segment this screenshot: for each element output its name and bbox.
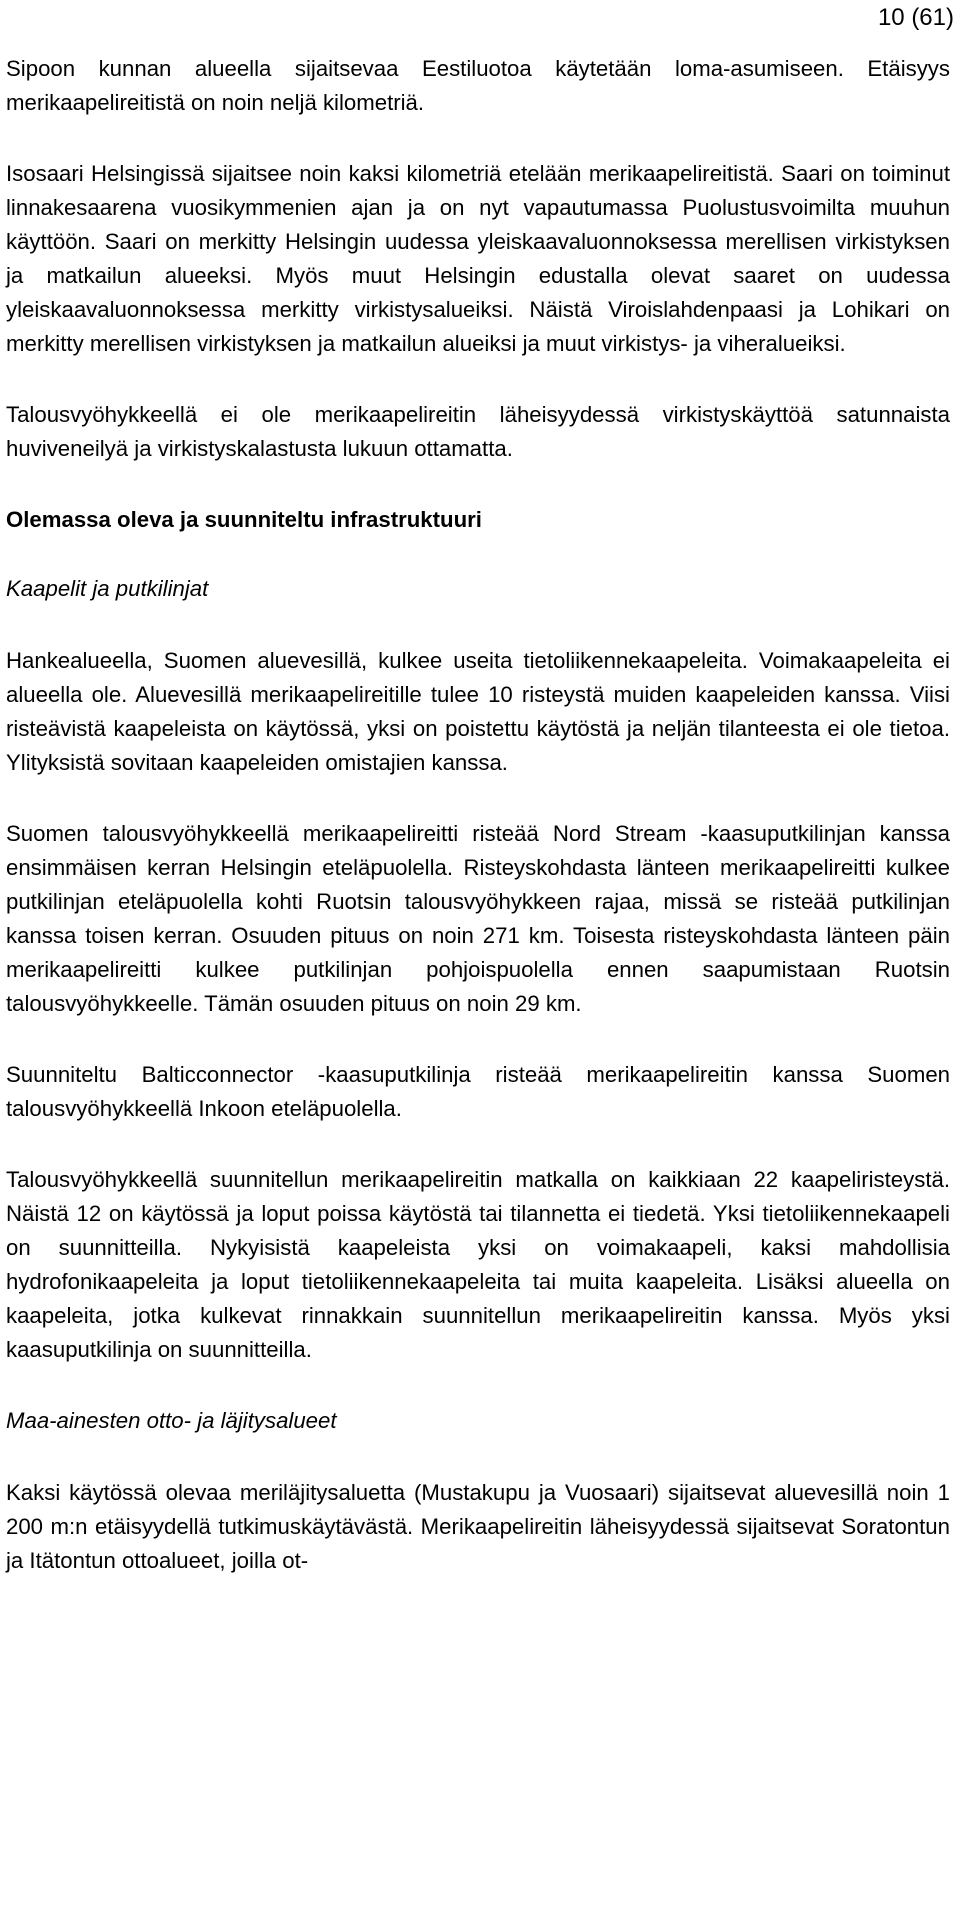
- paragraph-lajitysalueet: Kaksi käytössä olevaa meriläjitysaluetta (Mustakupu ja Vuosaari) sijaitsevat aluevesillä noin 1 200 m:n etäisyydellä tutkimuskäytävästä. Merikaapelireitin läheisyydessä sijaitsevat Soratontun ja Itätontun ottoalueet, joilla ot-: [6, 1480, 950, 1573]
- paragraph-eestiluoto: Sipoon kunnan alueella sijaitsevaa Eestiluotoa käytetään loma-asumiseen. Etäisyys merikaapelireitistä on noin neljä kilometriä.: [6, 56, 950, 115]
- paragraph-balticconnector: Suunniteltu Balticconnector -kaasuputkilinja risteää merikaapelireitin kanssa Suomen talousvyöhykkeellä Inkoon eteläpuolella.: [6, 1062, 950, 1121]
- subheading-kaapelit: Kaapelit ja putkilinjat: [6, 576, 209, 601]
- paragraph-hankealue-kaapelit: Hankealueella, Suomen aluevesillä, kulkee useita tietoliikennekaapeleita. Voimakaapeleita ei alueella ole. Aluevesillä merikaapelireitille tulee 10 risteystä muiden kaapeleiden kanssa. Viisi risteävistä kaapeleista on käytössä, yksi on poistettu käytöstä ja neljän tilanteesta ei ole tietoa. Ylityksistä sovitaan kaapeleiden omistajien kanssa.: [6, 648, 950, 775]
- paragraph-isosaari: Isosaari Helsingissä sijaitsee noin kaksi kilometriä etelään merikaapelireitistä. Saari on toiminut linnakesaarena vuosikymmenien ajan ja on nyt vapautumassa Puolustusvoimilta muuhun käyttöön. Saari on merkitty Helsingin uudessa yleiskaavaluonnoksessa merellisen virkistyksen ja matkailun alueeksi. Myös muut Helsingin edustalla olevat saaret on uudessa yleiskaavaluonnoksessa merkitty virkistysalueiksi. Näistä Viroislahdenpaasi ja Lohikari on merkitty merellisen virkistyksen ja matkailun alueiksi ja muut virkistys- ja viheralueiksi.: [6, 161, 950, 356]
- paragraph-nord-stream: Suomen talousvyöhykkeellä merikaapelireitti risteää Nord Stream -kaasuputkilinjan kanssa ensimmäisen kerran Helsingin eteläpuolella. Risteyskohdasta länteen merikaapelireitti kulkee putkilinjan eteläpuolella kohti Ruotsin talousvyöhykkeen rajaa, missä se risteää putkilinjan kanssa toisen kerran. Osuuden pituus on noin 271 km. Toisesta risteyskohdasta länteen päin merikaapelireitti kulkee putkilinjan pohjoispuolella ennen saapumistaan Ruotsin talousvyöhykkeelle. Tämän osuuden pituus on noin 29 km.: [6, 821, 950, 1016]
- subheading-maa-ainesten-otto: Maa-ainesten otto- ja läjitysalueet: [6, 1408, 337, 1433]
- paragraph-kaapeliristeykset: Talousvyöhykkeellä suunnitellun merikaapelireitin matkalla on kaikkiaan 22 kaapeliristeystä. Näistä 12 on käytössä ja loput poissa käytöstä tai tilannetta ei tiedetä. Yksi tietoliikennekaapeli on suunnitteilla. Nykyisistä kaapeleista yksi on voimakaapeli, kaksi mahdollisia hydrofonikaapeleita ja loput tietoliikennekaapeleita tai muita kaapeleita. Lisäksi alueella on kaapeleita, jotka kulkevat rinnakkain suunnitellun merikaapelireitin kanssa. Myös yksi kaasuputkilinja on suunnitteilla.: [6, 1167, 950, 1362]
- document-body: [6, 52, 950, 1615]
- page-number: 10 (61): [877, 4, 954, 31]
- paragraph-talousvyohyke-virkistys: Talousvyöhykkeellä ei ole merikaapelireitin läheisyydessä virkistyskäyttöä satunnaista huviveneilyä ja virkistyskalastusta lukuun ottamatta.: [6, 402, 950, 461]
- section-heading-infrastruktuuri: Olemassa oleva ja suunniteltu infrastruktuuri: [6, 507, 482, 532]
